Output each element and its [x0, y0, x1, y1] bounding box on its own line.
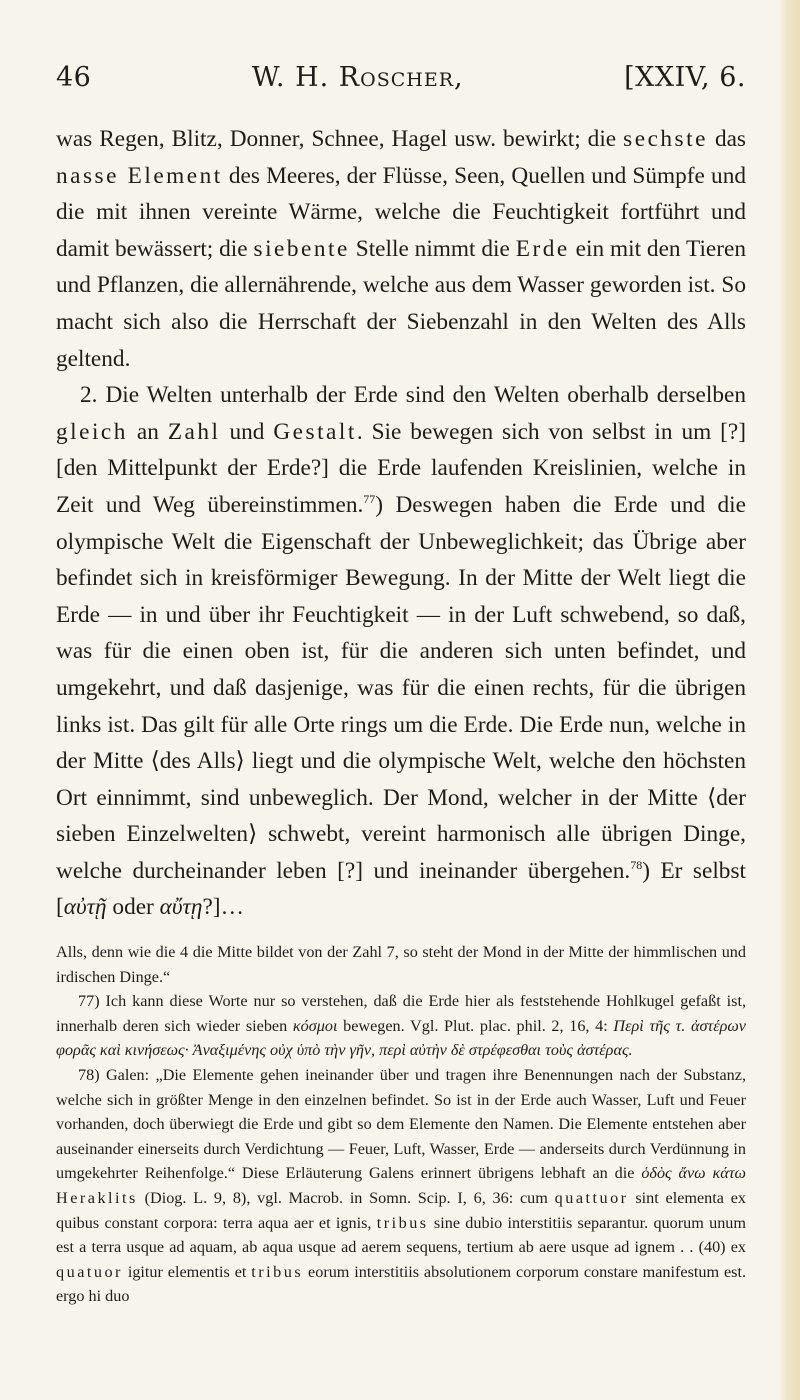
- footnotes: [56, 940, 746, 1309]
- footnote-continuation: Alls, denn wie die 4 die Mitte bildet von der Zahl 7, so steht der Mond in der Mitte der himmlischen und irdischen Dinge.“: [56, 943, 746, 986]
- footnote-78: 78) Galen: „Die Elemente gehen ineinander über und tragen ihre Benennungen nach der Substanz, welche sich in größter Menge in den einzelnen befindet. So ist in der Erde auch Wasser, Luft und Feuer vorhanden, doch überwiegt die Erde und gibt so dem Elemente den Namen. Die Elemente entstehen aber auseinander einerseits durch Verdichtung — Feuer, Luft, Wasser, Erde — anderseits durch Verdünnung in umgekehrter Reihenfolge.“ Diese Erläuterung Galens erinnert übrigens lebhaft an die ὁδὸς ἄνω κάτω Heraklits (Diog. L. 9, 8), vgl. Macrob. in Somn. Scip. I, 6, 36: cum quattuor sint elementa ex quibus constant corpora: terra aqua aer et ignis, tribus sine dubio interstitiis separantur. quorum unum est a terra usque ad aquam, ab aqua usque ad aerem sequens, tertium ab aere usque ad ignem . . (40) ex quatuor igitur elementis et tribus eorum interstitiis absolutionem corporum constare manifestum est. ergo hi duo: [56, 1066, 746, 1306]
- section-reference: [XXIV, 6.: [624, 62, 746, 93]
- running-header: [56, 62, 746, 93]
- footnote-ref-77: 77: [363, 492, 376, 507]
- paragraph-2: 2. Die Welten unterhalb der Erde sind den Welten oberhalb derselben gleich an Zahl und Gestalt. Sie bewegen sich von selbst in um [?] [den Mittelpunkt der Erde?] die Erde laufenden Kreislinien, welche in Zeit und Weg übereinstimmen.$^{77}$) Deswegen haben die Erde und die olympische Welt die Eigenschaft der Unbeweglichkeit; das Übrige aber befindet sich in kreisförmiger Bewegung. In der Mitte der Welt liegt die Erde — in und über ihr Feuchtigkeit — in der Luft schwebend, so daß, was für die einen oben ist, für die anderen sich unten befindet, und umgekehrt, und daß dasjenige, was für die einen rechts, für die übrigen links ist. Das gilt für alle Orte rings um die Erde. Die Erde nun, welche in der Mitte ⟨des Alls⟩ liegt und die olympische Welt, welche den höchsten Ort einnimmt, sind unbeweglich. Der Mond, welcher in der Mitte ⟨der sieben Einzelwelten⟩ schwebt, vereint harmonisch alle übrigen Dinge, welche durcheinander leben [?] und ineinander übergehen.$^{78}$) Er selbst [αὐτῇ oder αὔτῃ?]…: [56, 382, 747, 921]
- paragraph-1: was Regen, Blitz, Donner, Schnee, Hagel usw. bewirkt; die sechste das nasse Element des Meeres, der Flüsse, Seen, Quellen und Sümpfe und die mit ihnen vereinte Wärme, welche die Feuchtigkeit fortführt und damit bewässert; die siebente Stelle nimmt die Erde ein mit den Tieren und Pflanzen, die allernährende, welche aus dem Wasser geworden ist. So macht sich also die Herrschaft der Siebenzahl in den Welten des Alls geltend.: [56, 126, 747, 372]
- footnote-77: 77) Ich kann diese Worte nur so verstehen, daß die Erde hier als feststehende Hohlkugel gefaßt ist, innerhalb deren sich wieder sieben κόσμοι bewegen. Vgl. Plut. plac. phil. 2, 16, 4: Περὶ τῆς τ. ἀστέρων φορᾶς καὶ κινήσεως· Ἀναξιμένης οὐχ ὑπὸ τὴν γῆν, περὶ αὐτὴν δὲ στρέφεσθαι τοὺς ἀστέρας.: [56, 992, 746, 1060]
- page-number: 46: [56, 62, 92, 93]
- page-edge-shadow: [778, 0, 800, 1400]
- main-text: [56, 121, 746, 926]
- book-page: [56, 62, 746, 1309]
- running-author: W. H. Roscher,: [251, 62, 464, 93]
- footnote-ref-78: 78: [630, 858, 643, 873]
